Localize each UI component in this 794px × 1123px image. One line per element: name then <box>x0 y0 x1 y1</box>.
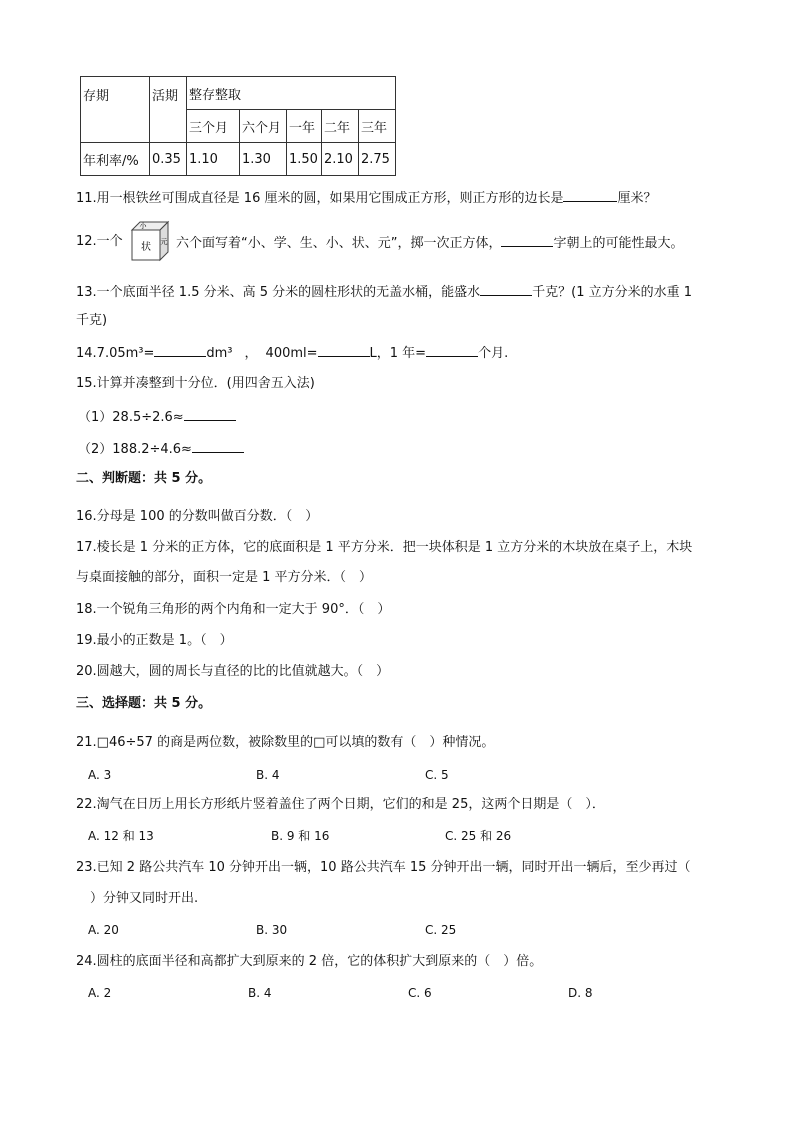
table-cell: 整存整取 <box>187 77 396 110</box>
table-cell: 1.30 <box>240 143 287 176</box>
question-23: 23.已知 2 路公共汽车 10 分钟开出一辆，10 路公共汽车 15 分钟开出一辆，同时开出一辆后，至少再过（ <box>76 860 691 875</box>
answer-blank[interactable] <box>501 234 553 247</box>
question-text: 千克？(1 立方分米的水重 1 <box>532 285 693 300</box>
cube-face-front: 状 <box>141 242 151 253</box>
option-b[interactable]: B. 4 <box>248 986 272 1000</box>
option-d[interactable]: D. 8 <box>568 986 593 1000</box>
section-3-heading: 三、选择题：共 5 分。 <box>76 696 212 711</box>
question-17: 17.棱长是 1 分米的正方体，它的底面积是 1 平方分米．把一块体积是 1 立方分米的木块放在桌子上，木块 <box>76 540 693 555</box>
question-19: 19.最小的正数是 1。（ ） <box>76 633 233 648</box>
table-cell: 1.10 <box>187 143 240 176</box>
answer-blank[interactable] <box>318 344 370 357</box>
question-16: 16.分母是 100 的分数叫做百分数．（ ） <box>76 509 319 524</box>
question-text: 11.用一根铁丝可围成直径是 16 厘米的圆，如果用它围成正方形，则正方形的边长是 <box>76 191 564 206</box>
question-24: 24.圆柱的底面半径和高都扩大到原来的 2 倍，它的体积扩大到原来的（ ）倍。 <box>76 954 543 969</box>
question-text: （1）28.5÷2.6≈ <box>78 410 184 425</box>
answer-blank[interactable] <box>426 344 478 357</box>
option-c[interactable]: C. 25 <box>425 923 457 937</box>
question-13 <box>76 283 692 301</box>
question-text: 字朝上的可能性最大。 <box>553 236 684 251</box>
table-cell: 三年 <box>359 110 396 143</box>
table-cell: 三个月 <box>187 110 240 143</box>
question-22: 22.淘气在日历上用长方形纸片竖着盖住了两个日期，它们的和是 25，这两个日期是（ ）． <box>76 797 605 812</box>
question-15-title: 15.计算并凑整到十分位．(用四舍五入法) <box>76 376 315 391</box>
question-17-cont: 与桌面接触的部分，面积一定是 1 平方分米．（ ） <box>76 570 373 585</box>
question-14 <box>76 344 508 362</box>
option-a[interactable]: A. 3 <box>88 768 112 782</box>
option-a[interactable]: A. 20 <box>88 923 119 937</box>
answer-blank[interactable] <box>192 440 244 453</box>
answer-blank[interactable] <box>563 189 617 202</box>
answer-blank[interactable] <box>154 344 206 357</box>
table-cell: 六个月 <box>240 110 287 143</box>
table-cell: 二年 <box>322 110 359 143</box>
table-cell: 1.50 <box>287 143 322 176</box>
answer-blank[interactable] <box>480 283 532 296</box>
table-cell: 2.75 <box>359 143 396 176</box>
table-cell: 年利率/% <box>81 143 150 176</box>
answer-blank[interactable] <box>184 408 236 421</box>
question-18: 18.一个锐角三角形的两个内角和一定大于 90°．（ ） <box>76 602 391 617</box>
table-cell: 一年 <box>287 110 322 143</box>
question-20: 20.圆越大，圆的周长与直径的比的比值就越大。（ ） <box>76 664 390 679</box>
question-21: 21.□46÷57 的商是两位数，被除数里的□可以填的数有（ ）种情况。 <box>76 735 495 750</box>
question-13-cont: 千克) <box>76 313 108 328</box>
option-c[interactable]: C. 6 <box>408 986 432 1000</box>
question-15-part-1 <box>78 408 236 426</box>
question-text: 六个面写着“小、学、生、小、状、元”，掷一次正方体， <box>176 236 502 251</box>
question-text: （2）188.2÷4.6≈ <box>78 442 192 457</box>
question-text: 14.7.05m³= <box>76 346 155 361</box>
option-a[interactable]: A. 2 <box>88 986 112 1000</box>
table-cell: 0.35 <box>150 143 187 176</box>
option-c[interactable]: C. 25 和 26 <box>445 829 512 843</box>
table-cell: 活期 <box>150 77 187 143</box>
question-23-cont: ）分钟又同时开出. <box>90 891 199 906</box>
table-cell: 存期 <box>81 77 150 143</box>
question-text: dm³ <box>206 346 233 361</box>
cube-face-side: 元 <box>160 238 168 246</box>
table-cell: 2.10 <box>322 143 359 176</box>
question-12 <box>176 234 684 252</box>
cube-face-top: 小 <box>139 222 147 230</box>
interest-rate-table <box>80 76 396 176</box>
question-text: 400ml= <box>265 346 318 361</box>
question-11 <box>76 189 657 207</box>
question-text: 个月. <box>478 346 509 361</box>
question-text: ， <box>244 346 258 361</box>
option-c[interactable]: C. 5 <box>425 768 449 782</box>
question-12-prefix: 12.一个 <box>76 234 123 249</box>
question-text: 13.一个底面半径 1.5 分米、高 5 分米的圆柱形状的无盖水桶，能盛水 <box>76 285 481 300</box>
question-text: L，1 年= <box>369 346 427 361</box>
cube-icon <box>130 220 172 262</box>
option-b[interactable]: B. 9 和 16 <box>271 829 330 843</box>
option-b[interactable]: B. 4 <box>256 768 280 782</box>
option-a[interactable]: A. 12 和 13 <box>88 829 154 843</box>
option-b[interactable]: B. 30 <box>256 923 288 937</box>
section-2-heading: 二、判断题：共 5 分。 <box>76 471 212 486</box>
question-15-part-2 <box>78 440 244 458</box>
question-text: 厘米？ <box>617 191 657 206</box>
